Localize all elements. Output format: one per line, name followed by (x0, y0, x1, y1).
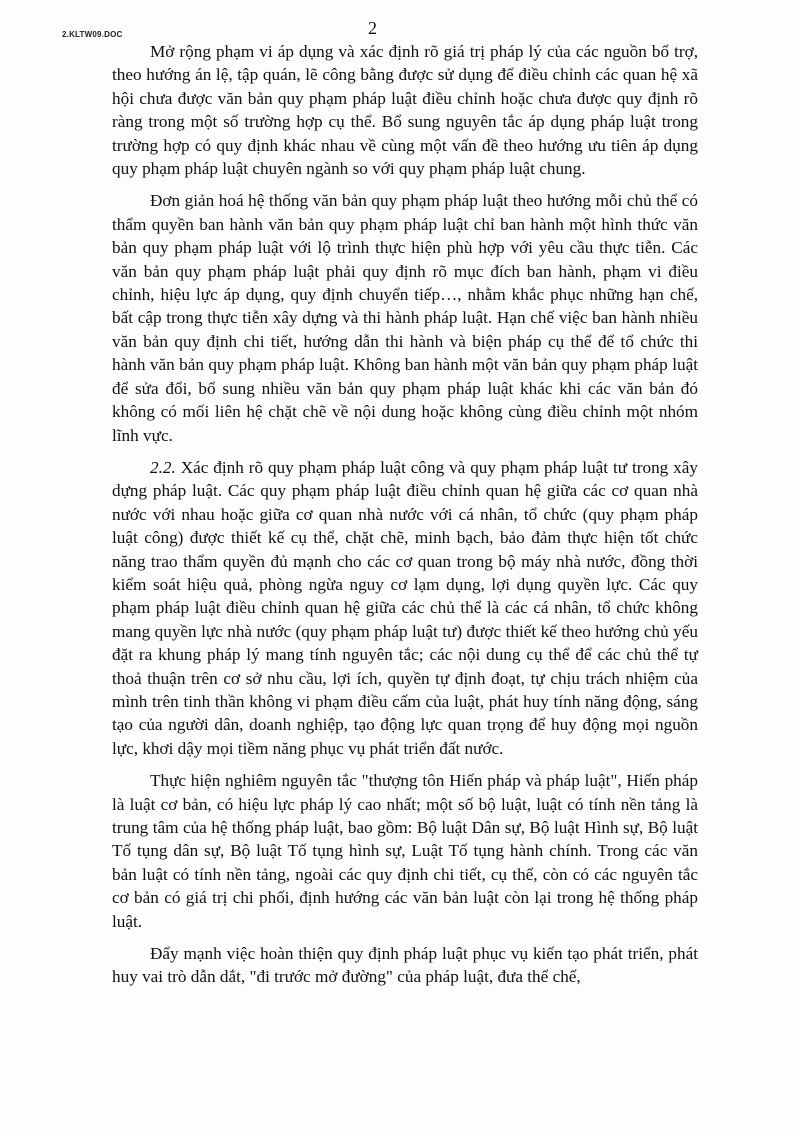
document-body (112, 40, 698, 998)
file-label: 2.KLTW09.DOC (62, 30, 123, 39)
paragraph-2 (112, 189, 698, 446)
paragraph-text: Thực hiện nghiêm nguyên tắc "thượng tôn Hiến pháp và pháp luật", Hiến pháp là luật cơ bản, có hiệu lực pháp lý cao nhất; một số bộ luật, luật có tính nền tảng là trung tâm của hệ thống pháp luật, bao gồm: Bộ luật Dân sự, Bộ luật Hình sự, Bộ luật Tố tụng dân sự, Bộ luật Tố tụng hình sự, Luật Tố tụng hành chính. Trong các văn bản luật có tính nền tảng, ngoài các quy định chi tiết, cụ thể, còn có các nguyên tắc cơ bản có giá trị chi phối, định hướng các văn bản luật còn lại trong hệ thống pháp luật. (112, 771, 698, 931)
paragraph-5 (112, 942, 698, 989)
page-number: 2 (368, 18, 377, 38)
paragraph-text: Đẩy mạnh việc hoàn thiện quy định pháp luật phục vụ kiến tạo phát triển, phát huy vai trò dẫn dắt, "đi trước mở đường" của pháp luật, đưa thể chế, (112, 944, 698, 987)
paragraph-text: Đơn giản hoá hệ thống văn bản quy phạm pháp luật theo hướng mỗi chủ thể có thẩm quyền ban hành văn bản quy phạm pháp luật chỉ ban hành một hình thức văn bản quy phạm pháp luật với lộ trình thực hiện phù hợp với yêu cầu thực tiễn. Các văn bản quy phạm pháp luật phải quy định rõ mục đích ban hành, phạm vi điều chỉnh, hiệu lực áp dụng, quy định chuyển tiếp…, nhằm khắc phục những hạn chế, bất cập trong thực tiễn xây dựng và thi hành pháp luật. Hạn chế việc ban hành nhiều văn bản quy định chi tiết, hướng dẫn thi hành và biện pháp cụ thể để tổ chức thi hành văn bản quy phạm pháp luật. Không ban hành một văn bản quy phạm pháp luật để sửa đổi, bổ sung nhiều văn bản quy phạm pháp luật khác khi các văn bản đó không có mối liên hệ chặt chẽ về nội dung hoặc không cùng điều chỉnh một nhóm lĩnh vực. (112, 191, 698, 445)
paragraph-4 (112, 769, 698, 933)
paragraph-text: Mở rộng phạm vi áp dụng và xác định rõ giá trị pháp lý của các nguồn bổ trợ, theo hướng án lệ, tập quán, lẽ công bằng được sử dụng để điều chỉnh các quan hệ xã hội chưa được văn bản quy phạm pháp luật điều chỉnh hoặc chưa được quy định rõ ràng trong một số trường hợp cụ thể. Bổ sung nguyên tắc áp dụng pháp luật trong trường hợp có quy định khác nhau về cùng một vấn đề theo hướng ưu tiên áp dụng quy phạm pháp luật chuyên ngành so với quy phạm pháp luật chung. (112, 42, 698, 179)
paragraph-text: Xác định rõ quy phạm pháp luật công và quy phạm pháp luật tư trong xây dựng pháp luật. Các quy phạm pháp luật điều chỉnh quan hệ giữa các cơ quan nhà nước với nhau hoặc giữa cơ quan nhà nước với cá nhân, tổ chức (quy phạm pháp luật công) được thiết kế cụ thể, chặt chẽ, minh bạch, bảo đảm thực hiện tốt chức năng trao thẩm quyền đủ mạnh cho các cơ quan trong bộ máy nhà nước, đồng thời kiểm soát hiệu quả, phòng ngừa nguy cơ lạm dụng, lợi dụng quyền lực. Các quy phạm pháp luật điều chỉnh quan hệ giữa các chủ thể là các cá nhân, tổ chức không mang quyền lực nhà nước (quy phạm pháp luật tư) được thiết kế theo hướng chủ yếu đặt ra khung pháp lý mang tính nguyên tắc; các nội dung cụ thể để các chủ thể tự thoả thuận trên cơ sở nhu cầu, lợi ích, quyền tự định đoạt, tự chịu trách nhiệm của mình trên tinh thần không vi phạm điều cấm của luật, phát huy tính năng động, sáng tạo của người dân, doanh nghiệp, tạo động lực quan trọng để huy động mọi nguồn lực, khơi dậy mọi tiềm năng phục vụ phát triển đất nước. (112, 457, 698, 758)
paragraph-1 (112, 40, 698, 180)
section-number: 2.2. (150, 457, 176, 477)
paragraph-3 (112, 456, 698, 760)
